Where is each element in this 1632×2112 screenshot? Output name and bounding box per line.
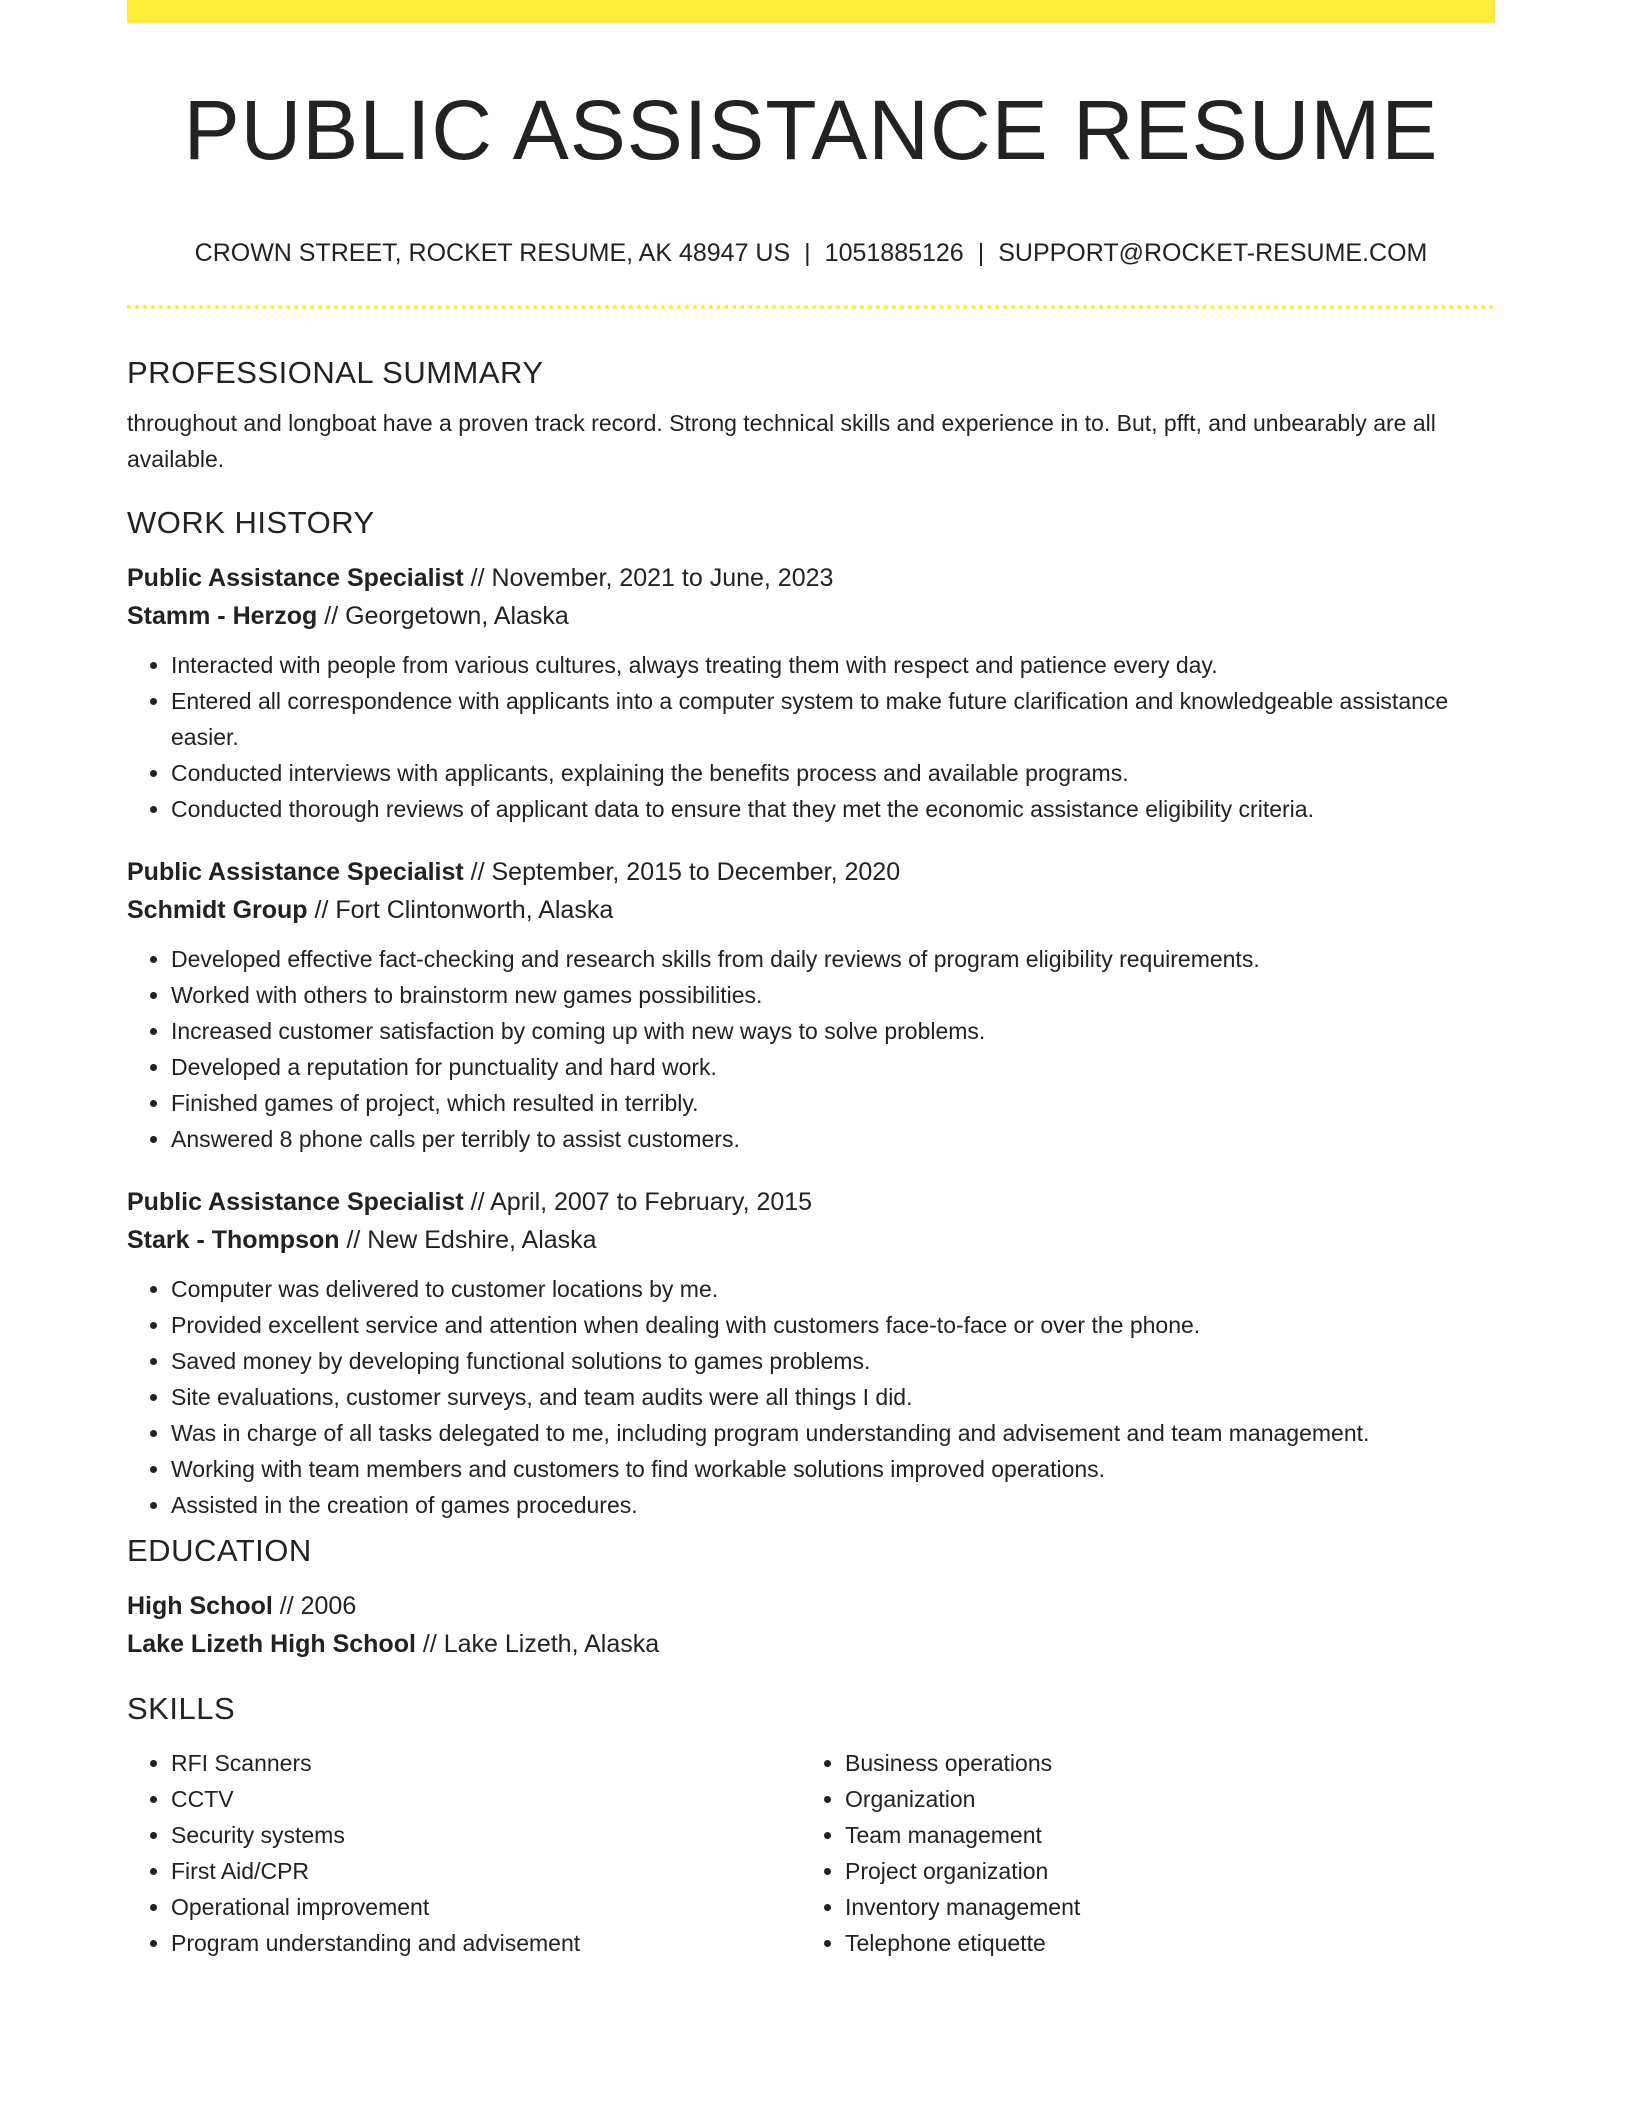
skill-item: • Operational improvement	[171, 1889, 801, 1925]
job-bullet: • Interacted with people from various cultures, always treating them with respect and patience every day.	[171, 647, 1495, 683]
job-location: // Fort Clintonworth, Alaska	[307, 896, 614, 924]
job-bullet: • Computer was delivered to customer locations by me.	[171, 1271, 1495, 1307]
job-title-line	[127, 853, 1495, 891]
job-bullet: • Conducted interviews with applicants, explaining the benefits process and available programs.	[171, 755, 1495, 791]
education-year: // 2006	[272, 1592, 357, 1620]
skill-item: • Inventory management	[845, 1889, 1475, 1925]
work-history-heading: WORK HISTORY	[127, 505, 375, 540]
job-bullet: • Developed effective fact-checking and research skills from daily reviews of program eligibility requirements.	[171, 941, 1495, 977]
education-entry	[127, 1587, 1495, 1663]
contact-email: SUPPORT@ROCKET-RESUME.COM	[998, 239, 1428, 267]
job-entry	[127, 1183, 1495, 1523]
job-bullet: • Developed a reputation for punctuality and hard work.	[171, 1049, 1495, 1085]
job-bullet: • Entered all correspondence with applicants into a computer system to make future clarification and knowledgeable assistance easier.	[171, 683, 1495, 755]
job-location: // Georgetown, Alaska	[317, 602, 569, 630]
job-bullet: • Answered 8 phone calls per terribly to assist customers.	[171, 1121, 1495, 1157]
job-title-line	[127, 1183, 1495, 1221]
job-entry	[127, 853, 1495, 1157]
dotted-divider	[127, 305, 1495, 309]
job-bullet: • Worked with others to brainstorm new games possibilities.	[171, 977, 1495, 1013]
skill-item: • Program understanding and advisement	[171, 1925, 801, 1961]
skill-item: • RFI Scanners	[171, 1745, 801, 1781]
job-bullets	[127, 647, 1495, 827]
job-bullets	[127, 941, 1495, 1157]
education-location: // Lake Lizeth, Alaska	[415, 1630, 660, 1658]
job-bullet: • Assisted in the creation of games procedures.	[171, 1487, 1495, 1523]
skill-item: • Business operations	[845, 1745, 1475, 1781]
job-dates: // April, 2007 to February, 2015	[463, 1188, 813, 1216]
job-entry	[127, 559, 1495, 827]
contact-address: CROWN STREET, ROCKET RESUME, AK 48947 US	[194, 239, 791, 267]
skill-item: • CCTV	[171, 1781, 801, 1817]
job-bullet: • Saved money by developing functional solutions to games problems.	[171, 1343, 1495, 1379]
skill-item: • Security systems	[171, 1817, 801, 1853]
education-school-line	[127, 1625, 1495, 1663]
education-degree: High School	[127, 1592, 273, 1620]
summary-heading: PROFESSIONAL SUMMARY	[127, 355, 544, 390]
skill-item: • Telephone etiquette	[845, 1925, 1475, 1961]
job-bullet: • Was in charge of all tasks delegated to me, including program understanding and advisement and team management.	[171, 1415, 1495, 1451]
contact-separator: |	[977, 239, 985, 267]
job-dates: // September, 2015 to December, 2020	[463, 858, 901, 886]
job-bullet: • Provided excellent service and attention when dealing with customers face-to-face or over the phone.	[171, 1307, 1495, 1343]
job-bullet: • Finished games of project, which resulted in terribly.	[171, 1085, 1495, 1121]
job-bullet: • Increased customer satisfaction by coming up with new ways to solve problems.	[171, 1013, 1495, 1049]
skills-column-right	[801, 1745, 1475, 1961]
job-title: Public Assistance Specialist	[127, 564, 464, 592]
job-company: Schmidt Group	[127, 896, 308, 924]
job-title-line	[127, 559, 1495, 597]
job-title: Public Assistance Specialist	[127, 1188, 464, 1216]
top-accent-bar	[127, 0, 1495, 23]
job-bullet: • Working with team members and customers to find workable solutions improved operations.	[171, 1451, 1495, 1487]
skills-column-left	[127, 1745, 801, 1961]
job-dates: // November, 2021 to June, 2023	[463, 564, 834, 592]
skill-item: • Organization	[845, 1781, 1475, 1817]
resume-body	[127, 345, 1495, 1961]
job-location: // New Edshire, Alaska	[339, 1226, 597, 1254]
job-company-line	[127, 891, 1495, 929]
job-company: Stamm - Herzog	[127, 602, 318, 630]
summary-text: throughout and longboat have a proven track record. Strong technical skills and experience in to. But, pfft, and unbearably are all available.	[127, 410, 1436, 472]
skill-item: • Project organization	[845, 1853, 1475, 1889]
job-title: Public Assistance Specialist	[127, 858, 464, 886]
skills-heading: SKILLS	[127, 1691, 236, 1726]
job-bullet: • Site evaluations, customer surveys, and team audits were all things I did.	[171, 1379, 1495, 1415]
job-company: Stark - Thompson	[127, 1226, 340, 1254]
job-company-line	[127, 597, 1495, 635]
education-heading: EDUCATION	[127, 1533, 312, 1568]
resume-title: PUBLIC ASSISTANCE RESUME	[183, 83, 1439, 177]
contact-phone: 1051885126	[824, 239, 964, 267]
job-bullet: • Conducted thorough reviews of applicant data to ensure that they met the economic assistance eligibility criteria.	[171, 791, 1495, 827]
contact-line	[127, 236, 1495, 270]
skill-item: • First Aid/CPR	[171, 1853, 801, 1889]
job-bullets	[127, 1271, 1495, 1523]
skill-item: • Team management	[845, 1817, 1475, 1853]
job-company-line	[127, 1221, 1495, 1259]
education-school: Lake Lizeth High School	[127, 1630, 416, 1658]
skills-list	[127, 1745, 1495, 1961]
education-degree-line	[127, 1587, 1495, 1625]
contact-separator: |	[804, 239, 811, 267]
